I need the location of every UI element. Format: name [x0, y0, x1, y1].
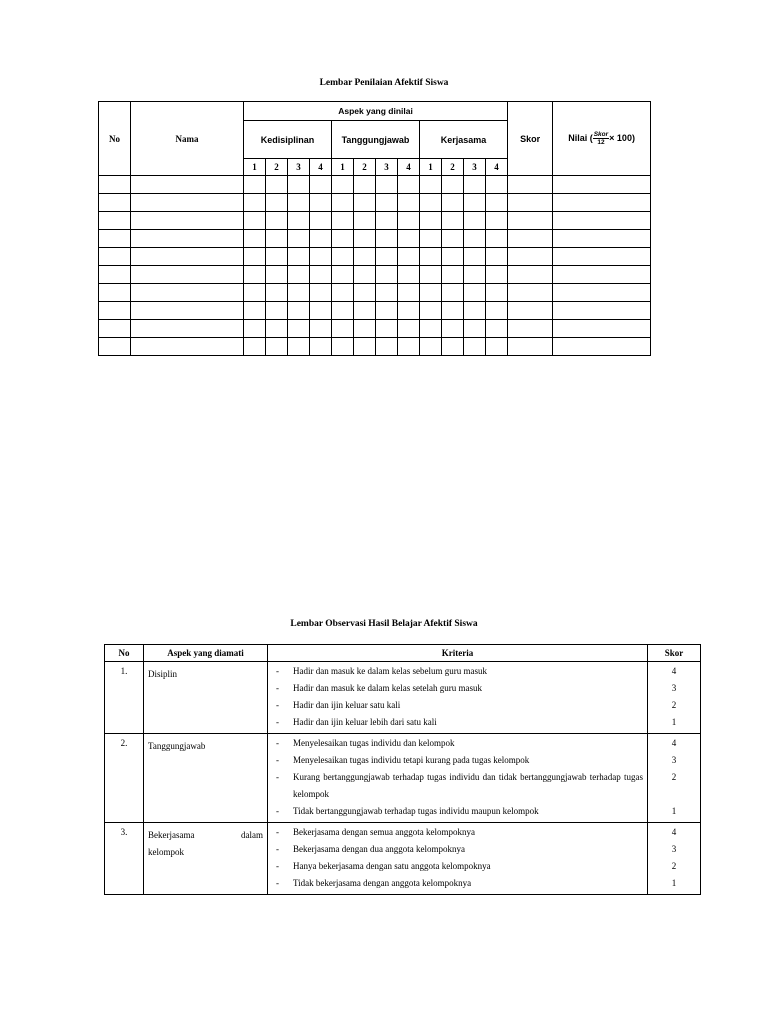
score-cell[interactable]: [310, 266, 332, 284]
skor-value: 3: [671, 755, 677, 765]
score-cell[interactable]: [420, 212, 442, 230]
t2-col-no: No: [105, 645, 144, 662]
score-cell[interactable]: [553, 176, 651, 194]
skor-value: 2: [671, 861, 677, 871]
score-cell[interactable]: [486, 284, 508, 302]
row-no: 1.: [105, 662, 144, 734]
score-cell[interactable]: [244, 266, 266, 284]
nama-cell[interactable]: [131, 320, 244, 338]
score-cell[interactable]: [266, 302, 288, 320]
score-cell[interactable]: [266, 176, 288, 194]
score-cell[interactable]: [354, 176, 376, 194]
score-cell[interactable]: [310, 302, 332, 320]
score-cell[interactable]: [398, 230, 420, 248]
score-cell[interactable]: [99, 284, 131, 302]
score-cell[interactable]: [398, 284, 420, 302]
skor-value: 4: [671, 827, 677, 837]
score-cell[interactable]: [508, 248, 553, 266]
score-cell[interactable]: [398, 212, 420, 230]
score-cell[interactable]: [553, 230, 651, 248]
score-cell[interactable]: [398, 320, 420, 338]
score-cell[interactable]: [288, 212, 310, 230]
score-cell[interactable]: [288, 266, 310, 284]
score-cell[interactable]: [376, 212, 398, 230]
score-cell[interactable]: [486, 320, 508, 338]
score-cell[interactable]: [508, 302, 553, 320]
skor-value: 1: [671, 806, 677, 816]
score-cell[interactable]: [310, 248, 332, 266]
criteria-kedisiplinan: Kedisiplinan: [244, 121, 332, 159]
table-row: [99, 338, 651, 356]
t2-col-skor: Skor: [648, 645, 701, 662]
score-cell[interactable]: [464, 176, 486, 194]
skor-value: 1: [671, 717, 677, 727]
score-cell[interactable]: [486, 176, 508, 194]
row-skor: [648, 823, 701, 895]
score-cell[interactable]: [266, 212, 288, 230]
score-cell[interactable]: [442, 176, 464, 194]
score-cell[interactable]: [486, 194, 508, 212]
score-cell[interactable]: [99, 248, 131, 266]
table-row: [99, 320, 651, 338]
score-cell[interactable]: [266, 284, 288, 302]
score-number-header: 4: [310, 159, 332, 176]
score-cell[interactable]: [244, 194, 266, 212]
col-nilai-header: [553, 102, 651, 176]
score-cell[interactable]: [508, 176, 553, 194]
score-cell[interactable]: [398, 302, 420, 320]
score-cell[interactable]: [288, 248, 310, 266]
col-no-header: No: [99, 102, 131, 176]
score-cell[interactable]: [288, 302, 310, 320]
score-cell[interactable]: [553, 302, 651, 320]
skor-value: 4: [671, 666, 677, 676]
score-cell[interactable]: [99, 176, 131, 194]
score-cell[interactable]: [310, 320, 332, 338]
bullet-dash: -: [276, 844, 279, 854]
score-cell[interactable]: [420, 302, 442, 320]
score-cell[interactable]: [266, 248, 288, 266]
table-row: [99, 212, 651, 230]
nilai-prefix: Nilai (: [568, 132, 593, 143]
score-cell[interactable]: [266, 320, 288, 338]
score-cell[interactable]: [354, 338, 376, 356]
score-cell[interactable]: [420, 176, 442, 194]
list-item: [272, 735, 643, 752]
kriteria-text: Hanya bekerjasama dengan satu anggota kelompoknya: [293, 861, 491, 871]
kriteria-text: Menyelesaikan tugas individu dan kelompok: [293, 738, 455, 748]
list-item: [272, 769, 643, 803]
skor-value: 3: [671, 683, 677, 693]
table-row: [99, 266, 651, 284]
row-skor: [648, 662, 701, 734]
score-cell[interactable]: [464, 194, 486, 212]
score-cell[interactable]: [442, 338, 464, 356]
score-cell[interactable]: [354, 212, 376, 230]
score-cell[interactable]: [99, 212, 131, 230]
score-cell[interactable]: [244, 320, 266, 338]
score-cell[interactable]: [288, 284, 310, 302]
row-kriteria: [268, 662, 648, 734]
aspek-header: Aspek yang dinilai: [244, 102, 508, 121]
score-cell[interactable]: [553, 338, 651, 356]
criteria-kerjasama: Kerjasama: [420, 121, 508, 159]
score-cell[interactable]: [553, 320, 651, 338]
bullet-dash: -: [276, 861, 279, 871]
aspek-line: Bekerjasama dalam: [148, 830, 263, 840]
score-cell[interactable]: [310, 230, 332, 248]
score-cell[interactable]: [464, 320, 486, 338]
score-cell[interactable]: [442, 320, 464, 338]
score-cell[interactable]: [288, 338, 310, 356]
nama-cell[interactable]: [131, 194, 244, 212]
bullet-dash: -: [276, 806, 279, 816]
bullet-dash: -: [276, 878, 279, 888]
score-cell[interactable]: [442, 248, 464, 266]
score-cell[interactable]: [398, 176, 420, 194]
bullet-dash: -: [276, 666, 279, 676]
skor-value: 3: [671, 844, 677, 854]
score-cell[interactable]: [354, 266, 376, 284]
score-cell[interactable]: [420, 230, 442, 248]
score-cell[interactable]: [376, 320, 398, 338]
score-cell[interactable]: [442, 284, 464, 302]
nilai-frac-den: 12: [597, 139, 605, 146]
score-cell[interactable]: [288, 176, 310, 194]
penilaian-afektif-table: [98, 101, 651, 356]
score-cell[interactable]: [442, 194, 464, 212]
nilai-fraction: [593, 131, 609, 146]
table-row: [99, 194, 651, 212]
list-item: [272, 697, 643, 714]
score-cell[interactable]: [332, 284, 354, 302]
score-cell[interactable]: [332, 320, 354, 338]
score-cell[interactable]: [332, 212, 354, 230]
kriteria-text: Hadir dan ijin keluar satu kali: [293, 700, 401, 710]
table-row: [105, 734, 701, 823]
score-cell[interactable]: [464, 284, 486, 302]
kriteria-text: Tidak bekerjasama dengan anggota kelompoknya: [293, 878, 472, 888]
skor-value: 4: [671, 738, 677, 748]
score-cell[interactable]: [508, 284, 553, 302]
score-cell[interactable]: [332, 266, 354, 284]
table-row: [105, 823, 701, 895]
score-cell[interactable]: [420, 266, 442, 284]
score-cell[interactable]: [332, 302, 354, 320]
score-cell[interactable]: [244, 248, 266, 266]
kriteria-text: Menyelesaikan tugas individu tetapi kurang pada tugas kelompok: [293, 755, 530, 765]
score-cell[interactable]: [354, 320, 376, 338]
nama-cell[interactable]: [131, 248, 244, 266]
bullet-dash: -: [276, 700, 279, 710]
col-nama-header: Nama: [131, 102, 244, 176]
score-cell[interactable]: [99, 302, 131, 320]
score-cell[interactable]: [354, 230, 376, 248]
criteria-tanggungjawab: Tanggungjawab: [332, 121, 420, 159]
bullet-dash: -: [276, 772, 279, 782]
score-cell[interactable]: [244, 302, 266, 320]
score-cell[interactable]: [420, 194, 442, 212]
score-cell[interactable]: [332, 194, 354, 212]
kriteria-text: Hadir dan ijin keluar lebih dari satu kali: [293, 717, 437, 727]
score-cell[interactable]: [376, 338, 398, 356]
score-cell[interactable]: [99, 320, 131, 338]
row-skor: [648, 734, 701, 823]
score-number-header: 4: [398, 159, 420, 176]
row-aspek: [144, 823, 268, 895]
score-number-header: 1: [244, 159, 266, 176]
nama-cell[interactable]: [131, 302, 244, 320]
score-cell[interactable]: [376, 302, 398, 320]
skor-value: 2: [671, 700, 677, 710]
score-cell[interactable]: [420, 320, 442, 338]
nilai-frac-num: Skor: [593, 131, 609, 138]
nama-cell[interactable]: [131, 230, 244, 248]
score-number-header: 3: [376, 159, 398, 176]
kriteria-text: Hadir dan masuk ke dalam kelas setelah guru masuk: [293, 683, 482, 693]
list-item: [272, 714, 643, 731]
list-item: [272, 680, 643, 697]
t2-col-kriteria: Kriteria: [268, 645, 648, 662]
score-cell[interactable]: [266, 338, 288, 356]
score-cell[interactable]: [508, 266, 553, 284]
kriteria-text: Hadir dan masuk ke dalam kelas sebelum guru masuk: [293, 666, 487, 676]
score-cell[interactable]: [553, 284, 651, 302]
score-cell[interactable]: [420, 284, 442, 302]
penilaian-body: [99, 176, 651, 356]
score-cell[interactable]: [354, 284, 376, 302]
score-number-header: 4: [486, 159, 508, 176]
nama-cell[interactable]: [131, 338, 244, 356]
list-item: [272, 803, 643, 820]
score-cell[interactable]: [486, 248, 508, 266]
table1-title: Lembar Penilaian Afektif Siswa: [319, 78, 449, 88]
score-cell[interactable]: [310, 176, 332, 194]
score-cell[interactable]: [398, 194, 420, 212]
score-cell[interactable]: [376, 230, 398, 248]
list-item: [272, 663, 643, 680]
table2-title: Lembar Observasi Hasil Belajar Afektif Siswa: [290, 619, 478, 629]
score-cell[interactable]: [244, 212, 266, 230]
table-row: [99, 176, 651, 194]
score-cell[interactable]: [486, 338, 508, 356]
table-row: [99, 230, 651, 248]
score-cell[interactable]: [464, 338, 486, 356]
score-cell[interactable]: [442, 230, 464, 248]
list-item: [272, 858, 643, 875]
score-cell[interactable]: [376, 266, 398, 284]
score-number-header: 1: [332, 159, 354, 176]
score-cell[interactable]: [420, 338, 442, 356]
list-item: [272, 875, 643, 892]
score-cell[interactable]: [244, 284, 266, 302]
score-cell[interactable]: [288, 230, 310, 248]
score-cell[interactable]: [486, 302, 508, 320]
score-cell[interactable]: [442, 212, 464, 230]
score-cell[interactable]: [332, 248, 354, 266]
observasi-table: [104, 644, 701, 895]
score-cell[interactable]: [332, 338, 354, 356]
kriteria-text: Kurang bertanggungjawab terhadap tugas individu dan tidak bertanggungjawab terhadap tugas kelompok: [293, 772, 643, 799]
score-cell[interactable]: [244, 230, 266, 248]
bullet-dash: -: [276, 755, 279, 765]
score-number-header: 2: [266, 159, 288, 176]
score-cell[interactable]: [376, 248, 398, 266]
skor-value: 1: [671, 878, 677, 888]
list-item: [272, 824, 643, 841]
bullet-dash: -: [276, 717, 279, 727]
score-cell[interactable]: [398, 266, 420, 284]
list-item: [272, 841, 643, 858]
score-cell[interactable]: [398, 248, 420, 266]
bullet-dash: -: [276, 738, 279, 748]
score-cell[interactable]: [354, 248, 376, 266]
score-cell[interactable]: [464, 302, 486, 320]
score-cell[interactable]: [508, 230, 553, 248]
table-row: [99, 248, 651, 266]
table-row: [99, 284, 651, 302]
score-cell[interactable]: [354, 302, 376, 320]
score-number-header: 3: [464, 159, 486, 176]
score-cell[interactable]: [244, 338, 266, 356]
score-cell[interactable]: [398, 338, 420, 356]
score-cell[interactable]: [486, 212, 508, 230]
score-cell[interactable]: [288, 194, 310, 212]
nama-cell[interactable]: [131, 266, 244, 284]
score-cell[interactable]: [99, 194, 131, 212]
aspek-line: kelompok: [148, 847, 184, 857]
score-cell[interactable]: [464, 230, 486, 248]
score-cell[interactable]: [310, 284, 332, 302]
score-cell[interactable]: [464, 248, 486, 266]
kriteria-text: Bekerjasama dengan semua anggota kelompoknya: [293, 827, 475, 837]
score-cell[interactable]: [354, 194, 376, 212]
nama-cell[interactable]: [131, 212, 244, 230]
score-cell[interactable]: [310, 212, 332, 230]
score-number-header: 1: [420, 159, 442, 176]
kriteria-text: Tidak bertanggungjawab terhadap tugas individu maupun kelompok: [293, 806, 539, 816]
score-cell[interactable]: [464, 212, 486, 230]
bullet-dash: -: [276, 683, 279, 693]
score-cell[interactable]: [442, 266, 464, 284]
score-cell[interactable]: [420, 248, 442, 266]
score-cell[interactable]: [508, 338, 553, 356]
score-cell[interactable]: [553, 266, 651, 284]
row-no: 3.: [105, 823, 144, 895]
nilai-suffix: × 100): [609, 132, 635, 143]
score-cell[interactable]: [310, 338, 332, 356]
score-number-header: 2: [354, 159, 376, 176]
score-number-header: 2: [442, 159, 464, 176]
score-cell[interactable]: [99, 338, 131, 356]
score-cell[interactable]: [508, 212, 553, 230]
score-cell[interactable]: [332, 176, 354, 194]
score-cell[interactable]: [553, 248, 651, 266]
score-cell[interactable]: [464, 266, 486, 284]
score-cell[interactable]: [508, 320, 553, 338]
score-cell[interactable]: [376, 194, 398, 212]
table-row: [105, 662, 701, 734]
score-cell[interactable]: [553, 212, 651, 230]
score-cell[interactable]: [99, 266, 131, 284]
score-cell[interactable]: [266, 194, 288, 212]
nama-cell[interactable]: [131, 284, 244, 302]
score-cell[interactable]: [332, 230, 354, 248]
table-row: [99, 302, 651, 320]
nama-cell[interactable]: [131, 176, 244, 194]
score-cell[interactable]: [99, 230, 131, 248]
score-cell[interactable]: [486, 266, 508, 284]
score-cell[interactable]: [244, 176, 266, 194]
row-aspek: Disiplin: [144, 662, 268, 734]
score-cell[interactable]: [486, 230, 508, 248]
score-cell[interactable]: [376, 176, 398, 194]
list-item: [272, 752, 643, 769]
row-aspek: Tanggungjawab: [144, 734, 268, 823]
t2-col-aspek: Aspek yang diamati: [144, 645, 268, 662]
score-cell[interactable]: [288, 320, 310, 338]
score-cell[interactable]: [442, 302, 464, 320]
skor-value: 2: [671, 772, 677, 782]
score-cell[interactable]: [266, 230, 288, 248]
row-no: 2.: [105, 734, 144, 823]
score-cell[interactable]: [376, 284, 398, 302]
col-skor-header: Skor: [508, 102, 553, 176]
score-cell[interactable]: [508, 194, 553, 212]
row-kriteria: [268, 823, 648, 895]
score-cell[interactable]: [310, 194, 332, 212]
score-number-header: 3: [288, 159, 310, 176]
score-cell[interactable]: [266, 266, 288, 284]
row-kriteria: [268, 734, 648, 823]
score-cell[interactable]: [553, 194, 651, 212]
kriteria-text: Bekerjasama dengan dua anggota kelompoknya: [293, 844, 465, 854]
bullet-dash: -: [276, 827, 279, 837]
